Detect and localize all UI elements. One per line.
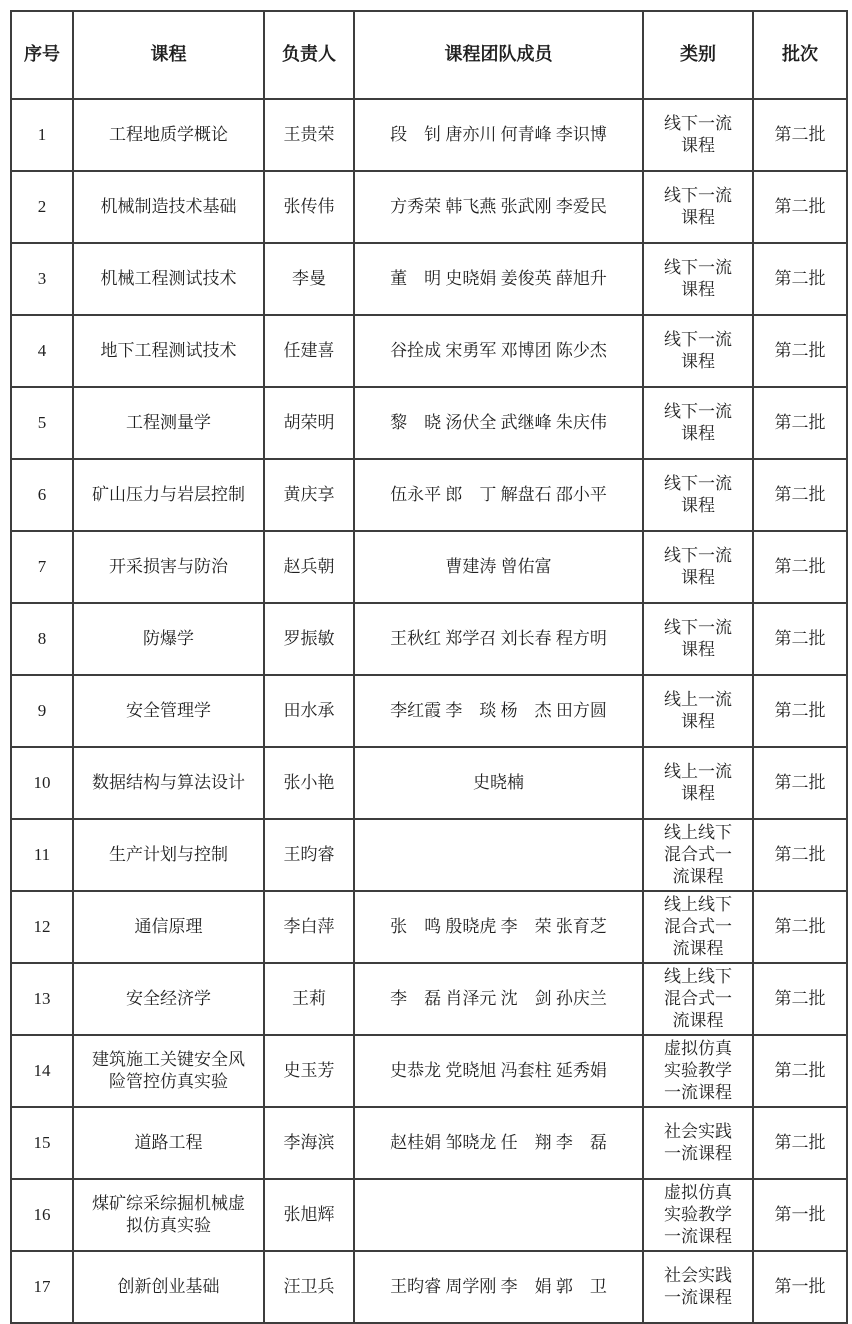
table-row xyxy=(11,819,847,891)
cell-category xyxy=(643,243,753,315)
cell-course-name xyxy=(73,1107,264,1179)
cell-category xyxy=(643,747,753,819)
table-row xyxy=(11,963,847,1035)
course-name-text: 数据结构与算法设计 xyxy=(92,773,245,793)
cell-row-number: 2 xyxy=(11,171,73,243)
header-members: 课程团队成员 xyxy=(354,11,643,99)
cell-row-number: 5 xyxy=(11,387,73,459)
cell-leader: 汪卫兵 xyxy=(264,1251,354,1323)
cell-category xyxy=(643,459,753,531)
course-name-text: 开采损害与防治 xyxy=(109,557,228,577)
table-row xyxy=(11,675,847,747)
cell-members xyxy=(354,819,643,891)
table-row xyxy=(11,747,847,819)
table-row xyxy=(11,1179,847,1251)
course-name-text: 安全管理学 xyxy=(126,701,211,721)
course-name-text: 防爆学 xyxy=(143,629,194,649)
cell-leader: 李白萍 xyxy=(264,891,354,963)
category-text: 虚拟仿真实验教学一流课程 xyxy=(664,1039,732,1102)
cell-batch: 第二批 xyxy=(753,531,847,603)
course-name-text: 矿山压力与岩层控制 xyxy=(92,485,245,505)
cell-course-name xyxy=(73,315,264,387)
cell-members: 赵桂娟 邹晓龙 任 翔 李 磊 xyxy=(354,1107,643,1179)
table-row xyxy=(11,171,847,243)
header-no: 序号 xyxy=(11,11,73,99)
course-name-text: 生产计划与控制 xyxy=(109,845,228,865)
table-row xyxy=(11,891,847,963)
cell-batch: 第二批 xyxy=(753,963,847,1035)
cell-leader: 张传伟 xyxy=(264,171,354,243)
cell-category xyxy=(643,675,753,747)
cell-course-name xyxy=(73,603,264,675)
cell-category xyxy=(643,1035,753,1107)
course-name-text: 机械制造技术基础 xyxy=(100,197,237,217)
cell-leader: 史玉芳 xyxy=(264,1035,354,1107)
cell-course-name xyxy=(73,459,264,531)
cell-category xyxy=(643,387,753,459)
cell-batch: 第二批 xyxy=(753,819,847,891)
course-name-text: 工程地质学概论 xyxy=(109,125,228,145)
cell-course-name xyxy=(73,99,264,171)
cell-row-number: 6 xyxy=(11,459,73,531)
cell-batch: 第二批 xyxy=(753,243,847,315)
cell-row-number: 1 xyxy=(11,99,73,171)
cell-row-number: 13 xyxy=(11,963,73,1035)
cell-batch: 第二批 xyxy=(753,99,847,171)
course-name-text: 创新创业基础 xyxy=(117,1277,220,1297)
table-row xyxy=(11,387,847,459)
cell-members: 方秀荣 韩飞燕 张武刚 李爱民 xyxy=(354,171,643,243)
cell-course-name xyxy=(73,963,264,1035)
cell-row-number: 12 xyxy=(11,891,73,963)
table-row xyxy=(11,459,847,531)
cell-leader: 胡荣明 xyxy=(264,387,354,459)
cell-row-number: 9 xyxy=(11,675,73,747)
cell-course-name xyxy=(73,243,264,315)
cell-leader: 任建喜 xyxy=(264,315,354,387)
table-row xyxy=(11,243,847,315)
table-row xyxy=(11,1035,847,1107)
course-name-text: 建筑施工关键安全风险管控仿真实验 xyxy=(92,1050,245,1091)
cell-leader: 王贵荣 xyxy=(264,99,354,171)
cell-members: 史晓楠 xyxy=(354,747,643,819)
table-row xyxy=(11,315,847,387)
cell-leader: 田水承 xyxy=(264,675,354,747)
cell-category xyxy=(643,891,753,963)
category-text: 线下一流课程 xyxy=(664,330,732,371)
cell-members: 伍永平 郎 丁 解盘石 邵小平 xyxy=(354,459,643,531)
cell-members: 张 鸣 殷晓虎 李 荣 张育芝 xyxy=(354,891,643,963)
table-header-row xyxy=(11,11,847,99)
header-category: 类别 xyxy=(643,11,753,99)
course-name-text: 机械工程测试技术 xyxy=(100,269,237,289)
cell-course-name xyxy=(73,531,264,603)
course-name-text: 煤矿综采综掘机械虚拟仿真实验 xyxy=(92,1194,245,1235)
cell-members: 史恭龙 党晓旭 冯套柱 延秀娟 xyxy=(354,1035,643,1107)
cell-batch: 第二批 xyxy=(753,459,847,531)
cell-batch: 第二批 xyxy=(753,891,847,963)
cell-members: 曹建涛 曾佑富 xyxy=(354,531,643,603)
cell-category xyxy=(643,531,753,603)
cell-batch: 第二批 xyxy=(753,747,847,819)
cell-course-name xyxy=(73,675,264,747)
cell-leader: 王莉 xyxy=(264,963,354,1035)
cell-members: 王昀睿 周学刚 李 娟 郭 卫 xyxy=(354,1251,643,1323)
course-name-text: 道路工程 xyxy=(134,1133,203,1153)
cell-row-number: 17 xyxy=(11,1251,73,1323)
cell-course-name xyxy=(73,1251,264,1323)
table-row xyxy=(11,1251,847,1323)
table-row xyxy=(11,603,847,675)
cell-course-name xyxy=(73,387,264,459)
cell-row-number: 11 xyxy=(11,819,73,891)
cell-category xyxy=(643,1179,753,1251)
cell-members: 李红霞 李 琰 杨 杰 田方圆 xyxy=(354,675,643,747)
category-text: 线上一流课程 xyxy=(664,762,732,803)
header-batch: 批次 xyxy=(753,11,847,99)
table-row xyxy=(11,1107,847,1179)
cell-batch: 第二批 xyxy=(753,675,847,747)
cell-members: 李 磊 肖泽元 沈 剑 孙庆兰 xyxy=(354,963,643,1035)
cell-leader: 李海滨 xyxy=(264,1107,354,1179)
category-text: 线上一流课程 xyxy=(664,690,732,731)
cell-leader: 张旭辉 xyxy=(264,1179,354,1251)
course-name-text: 安全经济学 xyxy=(126,989,211,1009)
header-course: 课程 xyxy=(73,11,264,99)
table-row xyxy=(11,99,847,171)
cell-members: 王秋红 郑学召 刘长春 程方明 xyxy=(354,603,643,675)
cell-row-number: 14 xyxy=(11,1035,73,1107)
cell-category xyxy=(643,1251,753,1323)
cell-batch: 第二批 xyxy=(753,387,847,459)
category-text: 社会实践一流课程 xyxy=(664,1266,732,1307)
cell-members xyxy=(354,1179,643,1251)
cell-members: 黎 晓 汤伏全 武继峰 朱庆伟 xyxy=(354,387,643,459)
cell-row-number: 15 xyxy=(11,1107,73,1179)
category-text: 线下一流课程 xyxy=(664,114,732,155)
cell-category xyxy=(643,315,753,387)
course-name-text: 通信原理 xyxy=(134,917,203,937)
cell-batch: 第一批 xyxy=(753,1179,847,1251)
cell-course-name xyxy=(73,819,264,891)
course-name-text: 地下工程测试技术 xyxy=(100,341,237,361)
cell-category xyxy=(643,1107,753,1179)
category-text: 线下一流课程 xyxy=(664,546,732,587)
header-leader: 负责人 xyxy=(264,11,354,99)
cell-course-name xyxy=(73,747,264,819)
cell-category xyxy=(643,819,753,891)
cell-category xyxy=(643,963,753,1035)
cell-row-number: 7 xyxy=(11,531,73,603)
cell-category xyxy=(643,171,753,243)
cell-row-number: 3 xyxy=(11,243,73,315)
category-text: 线上线下混合式一流课程 xyxy=(664,823,732,886)
cell-leader: 王昀睿 xyxy=(264,819,354,891)
category-text: 线下一流课程 xyxy=(664,618,732,659)
cell-course-name xyxy=(73,171,264,243)
cell-category xyxy=(643,99,753,171)
cell-members: 谷拴成 宋勇军 邓博团 陈少杰 xyxy=(354,315,643,387)
category-text: 线下一流课程 xyxy=(664,402,732,443)
category-text: 线下一流课程 xyxy=(664,258,732,299)
cell-members: 段 钊 唐亦川 何青峰 李识博 xyxy=(354,99,643,171)
cell-leader: 罗振敏 xyxy=(264,603,354,675)
cell-leader: 赵兵朝 xyxy=(264,531,354,603)
category-text: 线上线下混合式一流课程 xyxy=(664,967,732,1030)
cell-members: 董 明 史晓娟 姜俊英 薛旭升 xyxy=(354,243,643,315)
table-body xyxy=(11,99,847,1323)
category-text: 线下一流课程 xyxy=(664,474,732,515)
category-text: 线下一流课程 xyxy=(664,186,732,227)
cell-batch: 第一批 xyxy=(753,1251,847,1323)
cell-leader: 李曼 xyxy=(264,243,354,315)
course-list-table xyxy=(10,10,848,1324)
cell-course-name xyxy=(73,1179,264,1251)
cell-leader: 张小艳 xyxy=(264,747,354,819)
category-text: 虚拟仿真实验教学一流课程 xyxy=(664,1183,732,1246)
cell-leader: 黄庆享 xyxy=(264,459,354,531)
cell-row-number: 16 xyxy=(11,1179,73,1251)
cell-row-number: 10 xyxy=(11,747,73,819)
cell-batch: 第二批 xyxy=(753,1107,847,1179)
cell-batch: 第二批 xyxy=(753,1035,847,1107)
category-text: 线上线下混合式一流课程 xyxy=(664,895,732,958)
table-row xyxy=(11,531,847,603)
cell-batch: 第二批 xyxy=(753,315,847,387)
cell-row-number: 8 xyxy=(11,603,73,675)
category-text: 社会实践一流课程 xyxy=(664,1122,732,1163)
cell-row-number: 4 xyxy=(11,315,73,387)
cell-batch: 第二批 xyxy=(753,171,847,243)
course-name-text: 工程测量学 xyxy=(126,413,211,433)
cell-batch: 第二批 xyxy=(753,603,847,675)
cell-course-name xyxy=(73,1035,264,1107)
cell-course-name xyxy=(73,891,264,963)
cell-category xyxy=(643,603,753,675)
